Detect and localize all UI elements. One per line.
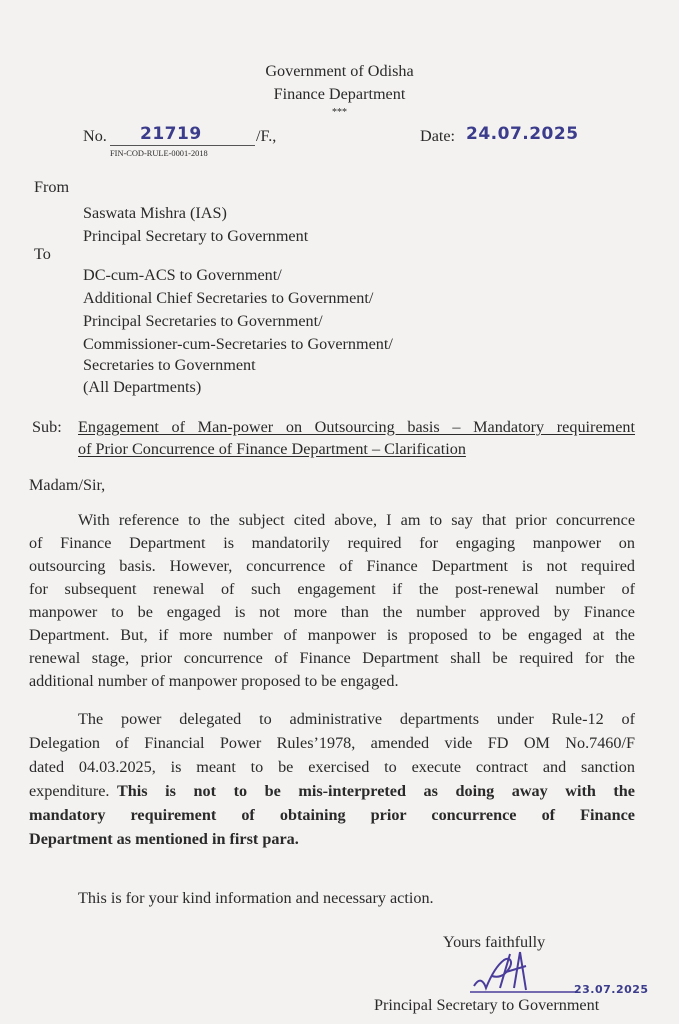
paragraph2-normal-text: expenditure.: [29, 782, 110, 800]
to-label: To: [34, 245, 51, 263]
file-code: FIN-COD-RULE-0001-2018: [110, 149, 208, 158]
paragraph1-line: renewal stage, prior concurrence of Finance Department shall be required for the: [29, 649, 635, 667]
paragraph1-line: of Finance Department is mandatorily required for engaging manpower on: [29, 534, 635, 552]
letter-no-underline: [110, 145, 255, 146]
paragraph2-line: Delegation of Financial Power Rules’1978, amended vide FD OM No.7460/F: [29, 734, 635, 752]
paragraph1-line: for subsequent renewal of such engagement if the post-renewal number of: [29, 580, 635, 598]
paragraph2-bold-line: Department as mentioned in first para.: [29, 830, 299, 848]
signatory-designation: Principal Secretary to Government: [374, 996, 600, 1014]
paragraph1-line: Department. But, if more number of manpower is proposed to be engaged at the: [29, 626, 635, 644]
to-line: Commissioner-cum-Secretaries to Government/: [83, 335, 393, 353]
closing-line: This is for your kind information and necessary action.: [78, 889, 434, 907]
paragraph2-line4: [29, 782, 635, 801]
signature-date: 23.07.2025: [574, 983, 649, 996]
to-line: Additional Chief Secretaries to Government/: [83, 289, 374, 307]
subject-line: of Prior Concurrence of Finance Department – Clarification: [78, 440, 466, 458]
paragraph1-line: outsourcing basis. However, concurrence of Finance Department is not required: [29, 557, 635, 575]
paragraph2-line: dated 04.03.2025, is meant to be exercised to execute contract and sanction: [29, 758, 635, 776]
date-value: 24.07.2025: [466, 124, 579, 144]
letter-no-label: No.: [83, 127, 107, 145]
subject-label: Sub:: [32, 418, 62, 436]
paragraph2-bold-line: mandatory requirement of obtaining prior concurrence of Finance: [29, 806, 635, 824]
yours-faithfully: Yours faithfully: [443, 933, 546, 951]
paragraph2-bold-text: This is not to be mis-interpreted as doing away with the: [117, 782, 635, 800]
paragraph1-line: additional number of manpower proposed to be engaged.: [29, 672, 399, 690]
government-heading: Government of Odisha: [265, 62, 414, 80]
from-label: From: [34, 178, 70, 196]
paragraph1-line: With reference to the subject cited above, I am to say that prior concurrence: [78, 511, 635, 529]
signature-mark: [470, 948, 580, 996]
to-line: DC-cum-ACS to Government/: [83, 266, 282, 284]
to-line: Secretaries to Government: [83, 356, 256, 374]
to-line: Principal Secretaries to Government/: [83, 312, 323, 330]
department-heading: Finance Department: [273, 85, 406, 103]
paragraph2-line: The power delegated to administrative departments under Rule-12 of: [78, 710, 635, 728]
from-name: Saswata Mishra (IAS): [83, 204, 227, 222]
subject-line: Engagement of Man-power on Outsourcing basis – Mandatory requirement: [78, 418, 635, 436]
from-designation: Principal Secretary to Government: [83, 227, 309, 245]
date-label: Date:: [420, 127, 456, 145]
letter-no-value: 21719: [140, 124, 202, 144]
paragraph1-line: manpower to be engaged is not more than the number approved by Finance: [29, 603, 635, 621]
to-line: (All Departments): [83, 378, 202, 396]
header-separator: ***: [332, 107, 347, 118]
salutation: Madam/Sir,: [29, 476, 106, 494]
letter-no-suffix: /F.,: [256, 127, 277, 145]
